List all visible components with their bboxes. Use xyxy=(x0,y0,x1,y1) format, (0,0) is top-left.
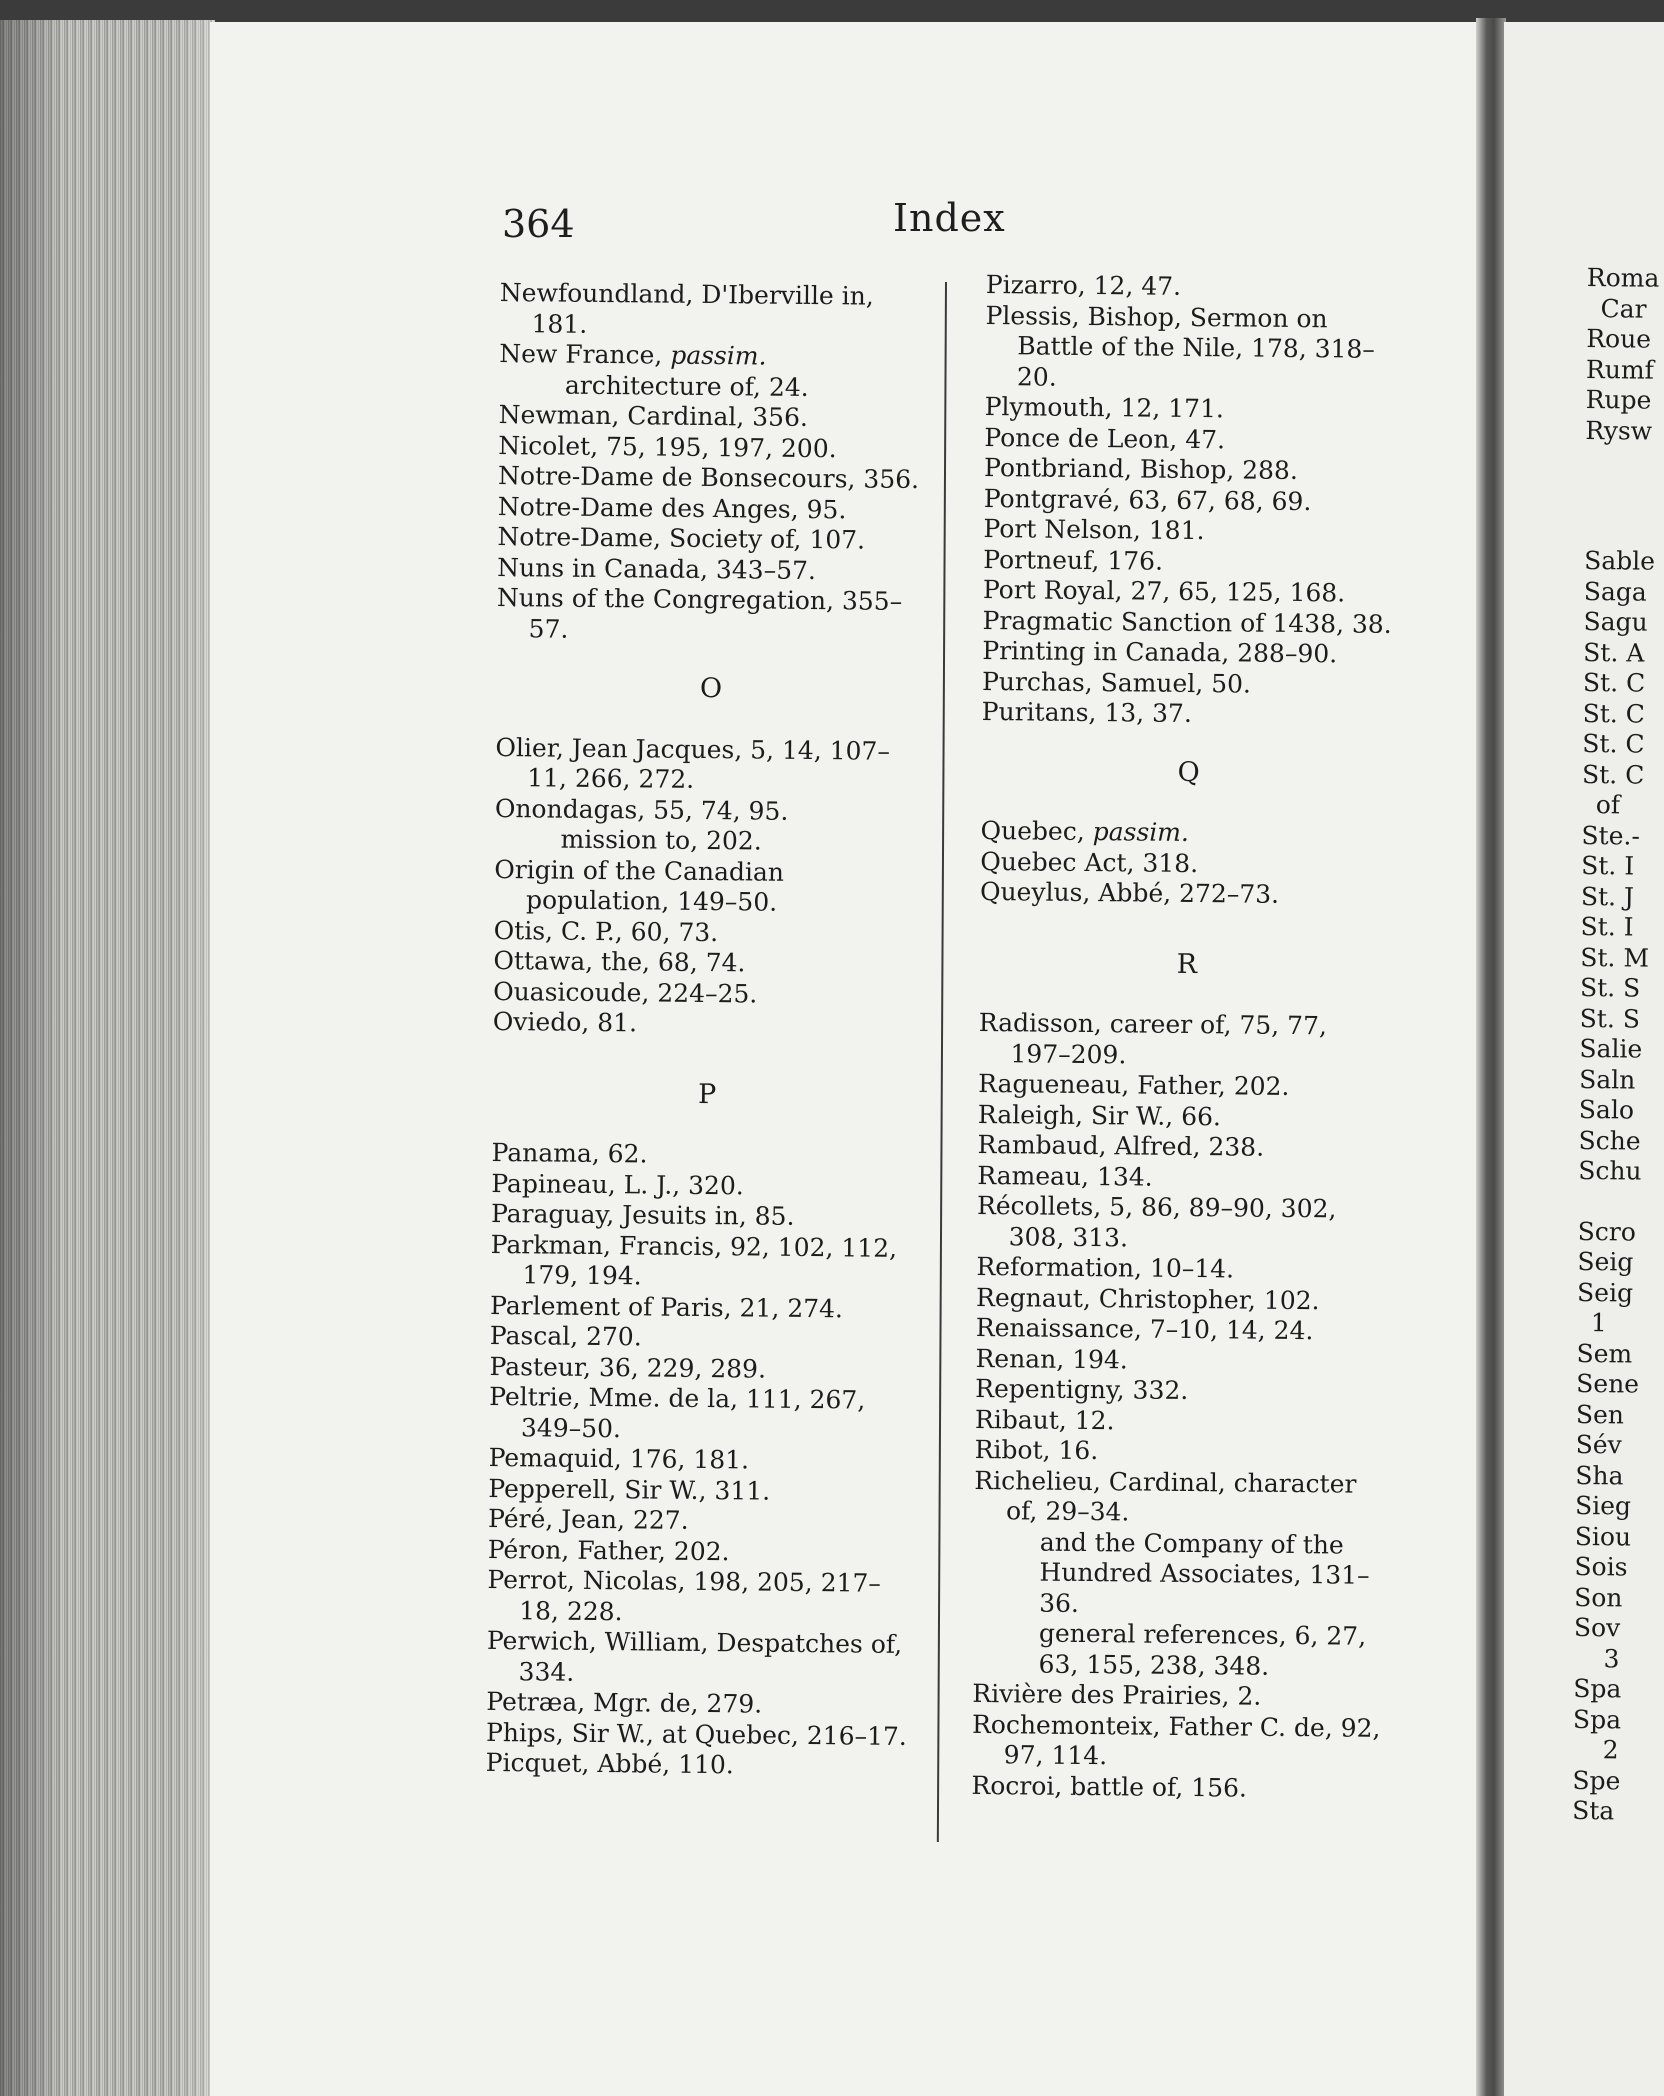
entry-text: Rameau, 134. xyxy=(977,1160,1153,1192)
entry-text: Quebec, xyxy=(980,815,1093,847)
entry-text: Papineau, L. J., 320. xyxy=(491,1168,744,1200)
facing-page-fragment: Sable xyxy=(1584,545,1656,576)
index-entry xyxy=(975,1435,1390,1469)
index-entry xyxy=(490,1321,920,1356)
entry-subentry: architecture of, 24. xyxy=(564,370,809,402)
entry-text: Printing in Canada, 288–90. xyxy=(982,635,1338,669)
entry-subentry: mission to, 202. xyxy=(560,824,762,856)
book-gutter xyxy=(1476,18,1506,2096)
entry-text: Onondagas, 55, 74, 95. xyxy=(494,793,789,826)
index-entry xyxy=(498,430,928,465)
index-entry xyxy=(486,1717,916,1752)
index-entry xyxy=(982,605,1397,639)
index-entry xyxy=(494,854,925,919)
entry-text: Pemaquid, 176, 181. xyxy=(488,1442,750,1475)
entry-text: Otis, C. P., 60, 73. xyxy=(493,915,719,947)
facing-page-fragment: St. M xyxy=(1580,942,1650,973)
facing-page-fragment: Sois xyxy=(1574,1551,1628,1582)
facing-page-fragment: St. S xyxy=(1579,972,1641,1003)
facing-page-fragment: St. J xyxy=(1580,881,1635,911)
index-entry xyxy=(972,1709,1388,1774)
entry-subentry: general references, 6, 27, 63, 155, 238, 348. xyxy=(1038,1618,1367,1681)
index-entry xyxy=(486,1626,917,1691)
entry-text: Rambaud, Alfred, 238. xyxy=(977,1129,1265,1162)
index-entry xyxy=(498,491,928,526)
index-entry xyxy=(976,1282,1391,1316)
entries-r xyxy=(971,1008,1394,1805)
entries-p-continued xyxy=(982,270,1401,731)
entry-text: Newfoundland, D'Iberville in, 181. xyxy=(499,278,874,339)
entry-text: Récollets, 5, 86, 89–90, 302, 308, 313. xyxy=(976,1190,1337,1252)
entry-text: Raleigh, Sir W., 66. xyxy=(977,1099,1222,1131)
entry-text: Olier, Jean Jacques, 5, 14, 107–11, 266, 272. xyxy=(495,732,891,794)
index-entry xyxy=(976,1313,1391,1347)
page-number: 364 xyxy=(502,202,575,246)
entry-text: New France, xyxy=(499,338,671,370)
entry-text: Pasteur, 36, 229, 289. xyxy=(489,1351,767,1384)
index-entry xyxy=(491,1168,921,1203)
entry-text: Petræa, Mgr. de, 279. xyxy=(486,1686,763,1719)
entry-text: Puritans, 13, 37. xyxy=(981,696,1193,728)
index-entry xyxy=(497,552,927,587)
index-entry xyxy=(972,1679,1387,1713)
facing-page-fragment: Sov xyxy=(1573,1612,1621,1643)
index-entry xyxy=(983,575,1398,609)
facing-page-fragment: Spe xyxy=(1572,1765,1621,1795)
index-entry xyxy=(985,392,1400,426)
index-entry xyxy=(498,461,928,496)
entries-q xyxy=(980,816,1396,911)
facing-page-fragment: Sév xyxy=(1575,1429,1622,1460)
facing-page-fragment: Salo xyxy=(1578,1094,1635,1125)
facing-page-fragment: Sha xyxy=(1575,1460,1624,1490)
index-entry xyxy=(984,422,1399,456)
index-entry xyxy=(493,976,923,1011)
entry-text: Queylus, Abbé, 272–73. xyxy=(979,876,1280,909)
entry-text: Notre-Dame des Anges, 95. xyxy=(497,491,847,524)
entry-emphasis: passim. xyxy=(1092,817,1190,847)
facing-page-fragment: Sagu xyxy=(1583,606,1648,637)
facing-page-fragment: Roue xyxy=(1586,323,1652,354)
facing-page-fragment: Son xyxy=(1574,1582,1623,1612)
facing-page-fragment: Sche xyxy=(1578,1125,1641,1156)
index-entry xyxy=(971,1770,1386,1804)
entry-text: Richelieu, Cardinal, character of, 29–34. xyxy=(974,1465,1357,1527)
entry-text: Notre-Dame, Society of, 107. xyxy=(497,521,866,555)
entry-text: Phips, Sir W., at Quebec, 216–17. xyxy=(485,1717,907,1751)
facing-page-fragment: Sta xyxy=(1572,1795,1615,1826)
entries-n xyxy=(496,278,929,648)
entry-text: Peltrie, Mme. de la, 111, 267, 349–50. xyxy=(489,1381,866,1443)
entry-text: Rochemonteix, Father C. de, 92, 97, 114. xyxy=(971,1709,1381,1771)
entry-text: Ribaut, 12. xyxy=(974,1404,1115,1435)
index-entry xyxy=(486,1687,916,1722)
facing-page-fragment: Sem xyxy=(1576,1338,1633,1368)
index-entry xyxy=(977,1160,1392,1194)
entry-text: Ouasicoude, 224–25. xyxy=(493,976,758,1009)
entry-text: Ragueneau, Father, 202. xyxy=(978,1068,1290,1101)
facing-page-text xyxy=(1572,263,1664,1828)
facing-page-fragment: Rupe xyxy=(1585,384,1652,415)
index-entry xyxy=(487,1565,918,1630)
entry-text: Ottawa, the, 68, 74. xyxy=(493,945,746,978)
facing-page-fragment: St. C xyxy=(1582,728,1645,759)
facing-page-fragment: St. A xyxy=(1583,637,1645,668)
entry-text: Picquet, Abbé, 110. xyxy=(485,1747,734,1780)
index-entry xyxy=(980,877,1395,911)
index-entry xyxy=(972,1465,1389,1682)
index-entry xyxy=(980,846,1395,880)
entry-text: Parkman, Francis, 92, 102, 112, 179, 194. xyxy=(490,1229,898,1291)
entry-text: Péron, Father, 202. xyxy=(487,1534,730,1566)
fragment-group-r xyxy=(1585,263,1664,447)
entry-text: Nuns in Canada, 343–57. xyxy=(497,552,817,585)
entry-text: Nuns of the Congregation, 355–57. xyxy=(496,582,903,644)
facing-page-fragment: Scro xyxy=(1577,1216,1636,1247)
entry-text: Ponce de Leon, 47. xyxy=(984,422,1226,454)
facing-page-fragment: St. C xyxy=(1581,759,1645,790)
index-entry xyxy=(494,793,925,858)
facing-page-fragment: St. C xyxy=(1582,667,1646,698)
facing-page-fragment: Ste.- xyxy=(1581,820,1641,851)
entry-text: Purchas, Samuel, 50. xyxy=(981,666,1252,699)
entry-text: Perrot, Nicolas, 198, 205, 217–18, 228. xyxy=(487,1564,882,1626)
entry-text: Plymouth, 12, 171. xyxy=(984,391,1225,424)
index-entry xyxy=(493,1007,923,1042)
page-edges xyxy=(0,20,215,2096)
entry-text: Quebec Act, 318. xyxy=(980,846,1199,878)
fragment-group-s xyxy=(1578,546,1664,1188)
facing-page-fragment: 3 xyxy=(1603,1643,1620,1673)
facing-page-fragment: Schu xyxy=(1578,1155,1642,1186)
index-entry xyxy=(975,1343,1390,1377)
index-entry xyxy=(977,1191,1393,1256)
entry-text: Renan, 194. xyxy=(975,1343,1128,1374)
entry-text: Newman, Cardinal, 356. xyxy=(498,399,809,432)
facing-page-fragment: St. I xyxy=(1580,911,1634,942)
index-entry xyxy=(978,1008,1394,1073)
facing-page-fragment: Rysw xyxy=(1585,415,1653,446)
entries-o xyxy=(493,732,926,1041)
entry-text: Pragmatic Sanction of 1438, 38. xyxy=(982,605,1392,639)
entry-text: Notre-Dame de Bonsecours, 356. xyxy=(497,460,920,495)
entries-p xyxy=(486,1138,922,1783)
index-entry xyxy=(491,1199,921,1234)
entry-text: Pizarro, 12, 47. xyxy=(985,270,1182,301)
index-entry xyxy=(490,1229,921,1294)
index-entry xyxy=(490,1290,920,1325)
facing-page-fragment: St. C xyxy=(1582,698,1646,729)
entry-text: Panama, 62. xyxy=(491,1137,648,1169)
facing-page-fragment: Spa xyxy=(1573,1673,1622,1704)
index-entry xyxy=(489,1351,919,1386)
index-entry xyxy=(499,339,930,404)
index-entry xyxy=(984,453,1399,487)
entry-text: Paraguay, Jesuits in, 85. xyxy=(490,1198,795,1231)
facing-page-fragment: Rumf xyxy=(1585,354,1655,385)
facing-page-fragment: Saln xyxy=(1579,1064,1636,1095)
entry-text: Oviedo, 81. xyxy=(492,1006,638,1038)
index-entry xyxy=(975,1374,1390,1408)
index-entry xyxy=(975,1404,1390,1438)
index-entry xyxy=(493,946,923,981)
index-entry xyxy=(982,666,1397,700)
facing-page-fragment: 2 xyxy=(1602,1735,1619,1765)
index-entry xyxy=(986,270,1401,304)
facing-page-fragment: Salie xyxy=(1579,1033,1643,1064)
entry-text: Pepperell, Sir W., 311. xyxy=(488,1473,771,1506)
entry-text: Port Royal, 27, 65, 125, 168. xyxy=(982,574,1346,608)
index-entry xyxy=(980,816,1395,850)
section-heading-o: O xyxy=(699,672,723,705)
entry-text: Origin of the Canadian population, 149–50. xyxy=(494,854,785,917)
entry-emphasis: passim. xyxy=(670,340,767,371)
section-heading-p: P xyxy=(697,1078,717,1110)
entry-text: Rivière des Prairies, 2. xyxy=(972,1678,1262,1711)
entry-text: Péré, Jean, 227. xyxy=(487,1503,689,1535)
index-entry xyxy=(488,1473,918,1508)
facing-page-fragment: Sen xyxy=(1575,1399,1625,1429)
entry-text: Pontbriand, Bishop, 288. xyxy=(983,452,1299,486)
entry-text: Parlement of Paris, 21, 274. xyxy=(490,1290,844,1323)
fragment-group-s2 xyxy=(1572,1216,1664,1827)
facing-page-fragment: 1 xyxy=(1590,1308,1607,1338)
page-title: Index xyxy=(893,196,1006,240)
index-entry xyxy=(488,1504,918,1539)
index-entry xyxy=(978,1099,1393,1133)
index-entry xyxy=(978,1069,1393,1103)
index-entry xyxy=(982,636,1397,670)
facing-page-fragment: of xyxy=(1595,790,1621,820)
entry-text: Ribot, 16. xyxy=(974,1434,1099,1466)
index-entry xyxy=(497,522,927,557)
entry-text: Renaissance, 7–10, 14, 24. xyxy=(975,1312,1314,1346)
entry-text: Repentigny, 332. xyxy=(975,1373,1189,1405)
index-entry xyxy=(977,1130,1392,1164)
entry-subentry: and the Company of the Hundred Associates, 131–36. xyxy=(1039,1527,1370,1618)
entry-text: Portneuf, 176. xyxy=(983,544,1164,576)
facing-page-fragment: Car xyxy=(1600,293,1647,324)
index-entry xyxy=(985,300,1401,395)
facing-page-fragment: Spa xyxy=(1572,1704,1622,1734)
entry-text: Regnaut, Christopher, 102. xyxy=(976,1282,1320,1315)
facing-page-fragment: Seig xyxy=(1577,1246,1634,1277)
facing-page-fragment: Siou xyxy=(1574,1521,1632,1551)
index-entry xyxy=(499,278,930,343)
entry-text: Pascal, 270. xyxy=(489,1320,642,1352)
index-entry xyxy=(488,1534,918,1569)
facing-page-fragment: St. I xyxy=(1581,850,1635,881)
index-entry xyxy=(494,915,924,950)
index-entry xyxy=(496,583,927,648)
entry-text: Nicolet, 75, 195, 197, 200. xyxy=(498,430,837,463)
index-entry xyxy=(495,732,926,797)
index-entry xyxy=(983,544,1398,578)
entry-text: Plessis, Bishop, Sermon on Battle of the Nile, 178, 318–20. xyxy=(985,300,1376,392)
facing-page-fragment: St. S xyxy=(1579,1003,1641,1034)
entry-text: Pontgravé, 63, 67, 68, 69. xyxy=(983,483,1312,516)
facing-page-fragment: Saga xyxy=(1583,576,1647,607)
index-entry xyxy=(984,483,1399,517)
facing-page-fragment: Sene xyxy=(1576,1368,1640,1399)
index-entry xyxy=(491,1138,921,1173)
index-column-left xyxy=(486,278,930,1783)
index-entry xyxy=(486,1748,916,1783)
facing-page-fragment: Roma xyxy=(1586,263,1660,293)
index-entry xyxy=(489,1443,919,1478)
index-entry xyxy=(982,697,1397,731)
section-heading-q: Q xyxy=(1177,756,1200,788)
index-column-right xyxy=(971,270,1401,1805)
facing-page-fragment: Seig xyxy=(1576,1277,1634,1307)
index-entry xyxy=(499,400,929,435)
entry-text: Port Nelson, 181. xyxy=(983,513,1205,546)
entry-text: Rocroi, battle of, 156. xyxy=(971,1770,1248,1803)
index-entry xyxy=(489,1382,920,1447)
entry-text: Radisson, career of, 75, 77, 197–209. xyxy=(978,1007,1328,1069)
index-entry xyxy=(983,514,1398,548)
facing-page-fragment: Sieg xyxy=(1574,1490,1632,1521)
entry-text: Reformation, 10–14. xyxy=(976,1251,1235,1284)
section-heading-r: R xyxy=(1176,948,1198,980)
entry-text: Perwich, William, Despatches of, 334. xyxy=(486,1625,903,1687)
index-entry xyxy=(976,1252,1391,1286)
